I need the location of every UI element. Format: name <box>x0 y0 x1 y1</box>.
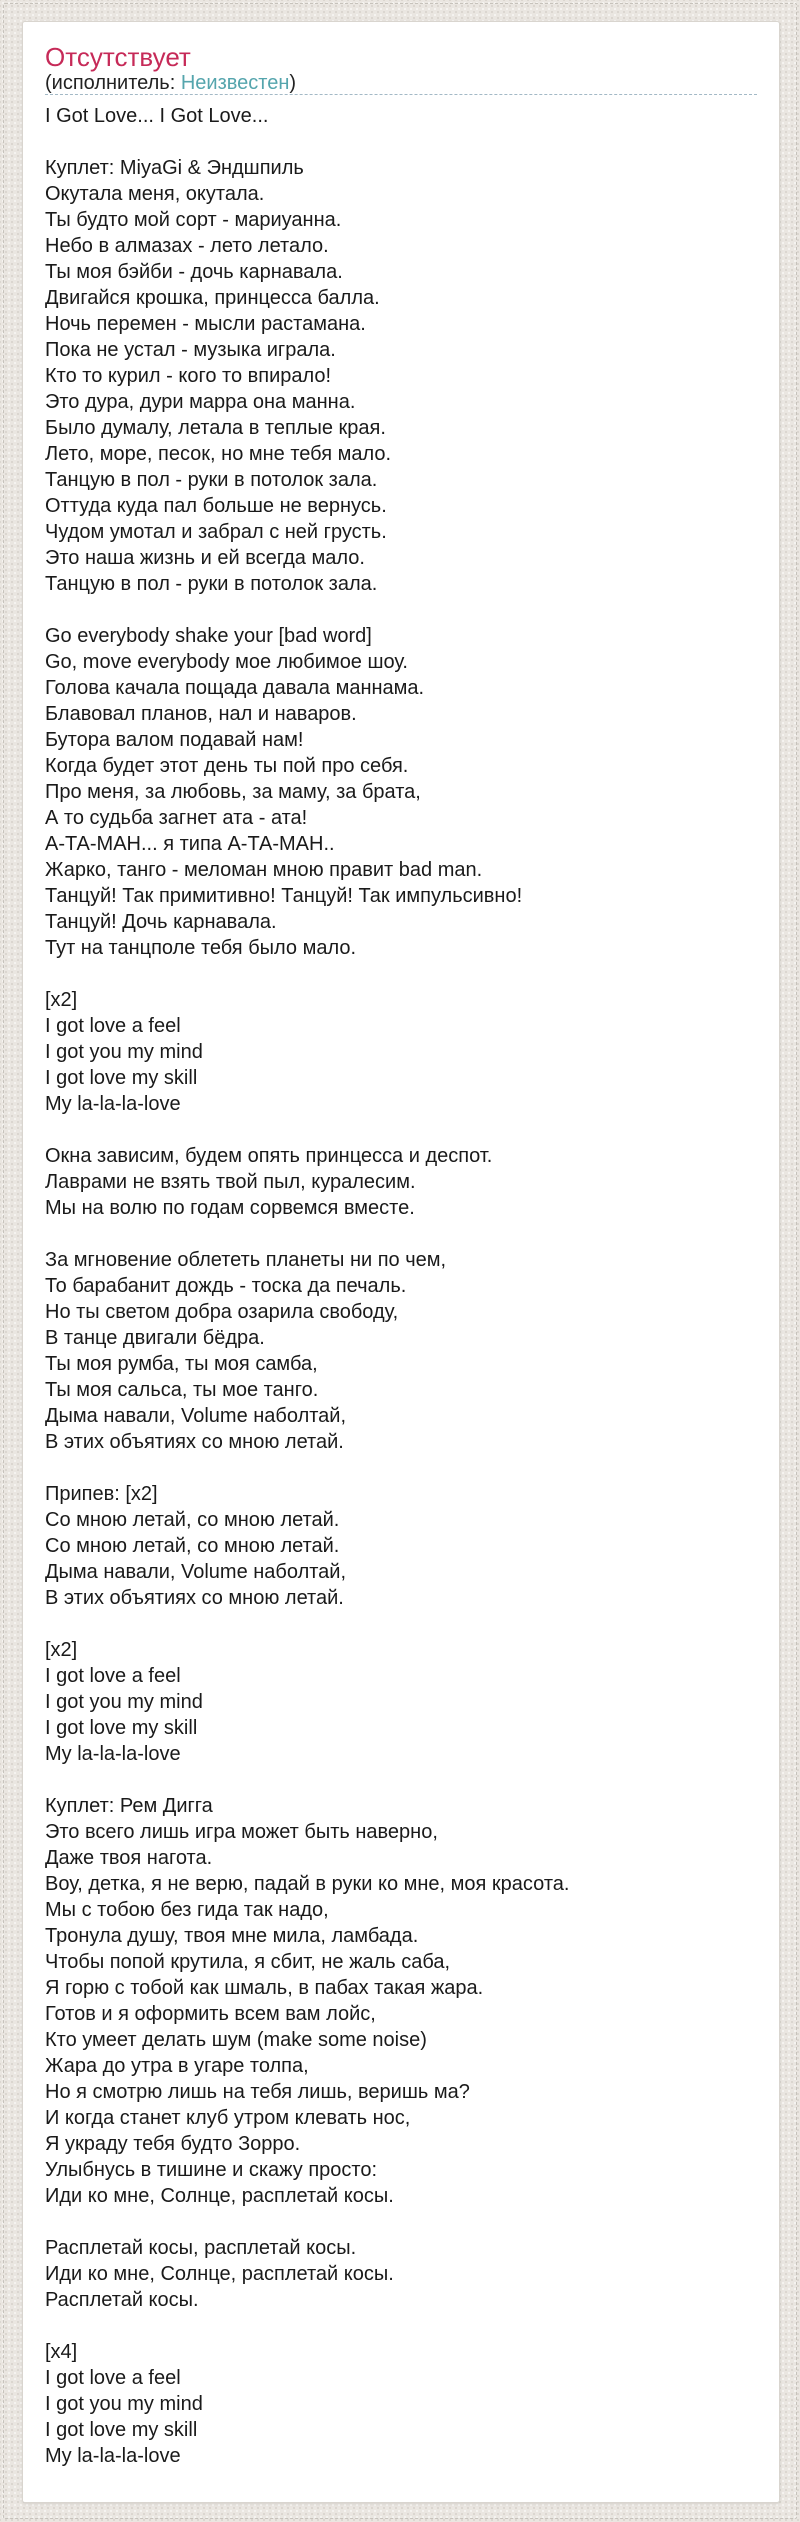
lyric-line: В этих объятиях со мною летай. <box>45 1431 344 1453</box>
lyric-line: Чудом умотал и забрал с ней грусть. <box>45 521 387 543</box>
lyric-line: Воу, детка, я не верю, падай в руки ко мне, моя красота. <box>45 1873 570 1895</box>
lyric-line: I got love a feel <box>45 1015 181 1037</box>
lyric-line: Дыма навали, Volume наболтай, <box>45 1561 347 1583</box>
lyric-line: Мы с тобою без гида так надо, <box>45 1899 329 1921</box>
lyric-line: [x4] <box>45 2341 78 2363</box>
lyric-line: Иди ко мне, Солнце, расплетай косы. <box>45 2263 394 2285</box>
lyric-line: А-ТА-МАН... я типа А-ТА-МАН.. <box>45 833 335 855</box>
lyric-line: Но я смотрю лишь на тебя лишь, веришь ма? <box>45 2081 470 2103</box>
lyric-line: Ты моя румба, ты моя самба, <box>45 1353 318 1375</box>
lyric-line: Про меня, за любовь, за маму, за брата, <box>45 781 421 803</box>
lyric-line: I got love a feel <box>45 1665 181 1687</box>
artist-line <box>45 72 757 94</box>
lyric-line: Расплетай косы, расплетай косы. <box>45 2237 357 2259</box>
lyric-line: Иди ко мне, Солнце, расплетай косы. <box>45 2185 394 2207</box>
lyric-line: My la-la-la-love <box>45 1093 181 1115</box>
lyric-line: Это дура, дури марра она манна. <box>45 391 356 413</box>
lyric-line: I got you my mind <box>45 2393 203 2415</box>
lyric-line: I got love my skill <box>45 1067 198 1089</box>
lyric-line: Тронула душу, твоя мне мила, ламбада. <box>45 1925 419 1947</box>
lyric-line: Лето, море, песок, но мне тебя мало. <box>45 443 392 465</box>
lyric-line: Это всего лишь игра может быть наверно, <box>45 1821 438 1843</box>
stanza <box>45 1143 757 1221</box>
lyric-line: Go everybody shake your [bad word] <box>45 625 372 647</box>
lyric-line: А то судьба загнет ата - ата! <box>45 807 308 829</box>
stanza <box>45 2235 757 2313</box>
artist-link[interactable]: Неизвестен <box>180 72 290 94</box>
lyric-line: Окна зависим, будем опять принцесса и деспот. <box>45 1145 493 1167</box>
lyric-line: Танцуй! Так примитивно! Танцуй! Так импульсивно! <box>45 885 523 907</box>
lyric-line: I got love a feel <box>45 2367 181 2389</box>
lyric-line: Дыма навали, Volume наболтай, <box>45 1405 347 1427</box>
lyric-line: Но ты светом добра озарила свободу, <box>45 1301 399 1323</box>
lyric-line: Танцуй! Дочь карнавала. <box>45 911 277 933</box>
lyric-line: Жара до утра в угаре толпа, <box>45 2055 309 2077</box>
lyric-line: Ты моя сальса, ты мое танго. <box>45 1379 319 1401</box>
lyrics-card <box>22 21 780 2503</box>
lyric-line: Было думалу, летала в теплые края. <box>45 417 386 439</box>
lyric-line: Со мною летай, со мною летай. <box>45 1535 340 1557</box>
lyric-line: Куплет: MiyaGi & Эндшпиль <box>45 157 304 179</box>
lyric-line: И когда станет клуб утром клевать нос, <box>45 2107 411 2129</box>
stanza <box>45 155 757 597</box>
lyric-line: [x2] <box>45 1639 78 1661</box>
lyric-line: Когда будет этот день ты пой про себя. <box>45 755 409 777</box>
lyric-line: My la-la-la-love <box>45 1743 181 1765</box>
lyric-line: Я украду тебя будто Зорро. <box>45 2133 301 2155</box>
lyric-line: Ты моя бэйби - дочь карнавала. <box>45 261 343 283</box>
lyric-line: Мы на волю по годам сорвемся вместе. <box>45 1197 415 1219</box>
lyric-line: Улыбнусь в тишине и скажу просто: <box>45 2159 378 2181</box>
stanza <box>45 1637 757 1767</box>
stanza <box>45 987 757 1117</box>
lyric-line: Голова качала пощада давала маннама. <box>45 677 425 699</box>
lyric-line: Со мною летай, со мною летай. <box>45 1509 340 1531</box>
lyrics-text <box>45 103 757 2469</box>
lyric-line: [x2] <box>45 989 78 1011</box>
lyric-line: Лаврами не взять твой пыл, куралесим. <box>45 1171 416 1193</box>
lyric-line: Жарко, танго - меломан мною правит bad man. <box>45 859 483 881</box>
lyric-line: I got you my mind <box>45 1041 203 1063</box>
lyric-line: Чтобы попой крутила, я сбит, не жаль саба, <box>45 1951 451 1973</box>
lyric-line: Танцую в пол - руки в потолок зала. <box>45 573 378 595</box>
stanza <box>45 1247 757 1455</box>
stanza <box>45 623 757 961</box>
lyric-line: Куплет: Рем Дигга <box>45 1795 213 1817</box>
lyric-line: Go, move everybody мое любимое шоу. <box>45 651 408 673</box>
lyric-line: Пока не устал - музыка играла. <box>45 339 336 361</box>
lyric-line: I Got Love... I Got Love... <box>45 105 269 127</box>
lyric-line: Даже твоя нагота. <box>45 1847 213 1869</box>
song-header <box>45 42 757 95</box>
lyric-line: Танцую в пол - руки в потолок зала. <box>45 469 378 491</box>
lyric-line: Готов и я оформить всем вам лойс, <box>45 2003 376 2025</box>
stanza <box>45 2339 757 2469</box>
stanza <box>45 103 757 129</box>
lyric-line: Бутора валом подавай нам! <box>45 729 304 751</box>
lyric-line: My la-la-la-love <box>45 2445 181 2467</box>
lyric-line: Окутала меня, окутала. <box>45 183 265 205</box>
lyric-line: Кто умеет делать шум (make some noise) <box>45 2029 427 2051</box>
lyric-line: Блавовал планов, нал и наваров. <box>45 703 357 725</box>
lyric-line: В этих объятиях со мною летай. <box>45 1587 344 1609</box>
lyric-line: Оттуда куда пал больше не вернусь. <box>45 495 387 517</box>
lyric-line: I got you my mind <box>45 1691 203 1713</box>
lyric-line: Небо в алмазах - лето летало. <box>45 235 329 257</box>
lyric-line: Ты будто мой сорт - мариуанна. <box>45 209 342 231</box>
lyric-line: В танце двигали бёдра. <box>45 1327 265 1349</box>
stanza <box>45 1481 757 1611</box>
lyric-line: Я горю с тобой как шмаль, в пабах такая жара. <box>45 1977 484 1999</box>
lyric-line: Ночь перемен - мысли растамана. <box>45 313 366 335</box>
lyric-line: Расплетай косы. <box>45 2289 199 2311</box>
lyric-line: За мгновение облететь планеты ни по чем, <box>45 1249 447 1271</box>
lyric-line: I got love my skill <box>45 2419 198 2441</box>
artist-suffix: ) <box>289 72 297 94</box>
lyric-line: Тут на танцполе тебя было мало. <box>45 937 357 959</box>
artist-label: (исполнитель: <box>45 72 176 94</box>
lyric-line: Двигайся крошка, принцесса балла. <box>45 287 380 309</box>
lyric-line: Это наша жизнь и ей всегда мало. <box>45 547 365 569</box>
page-title: Отсутствует <box>45 42 191 72</box>
lyric-line: I got love my skill <box>45 1717 198 1739</box>
lyric-line: Припев: [x2] <box>45 1483 158 1505</box>
lyric-line: То барабанит дождь - тоска да печаль. <box>45 1275 407 1297</box>
lyric-line: Кто то курил - кого то впирало! <box>45 365 332 387</box>
stanza <box>45 1793 757 2209</box>
